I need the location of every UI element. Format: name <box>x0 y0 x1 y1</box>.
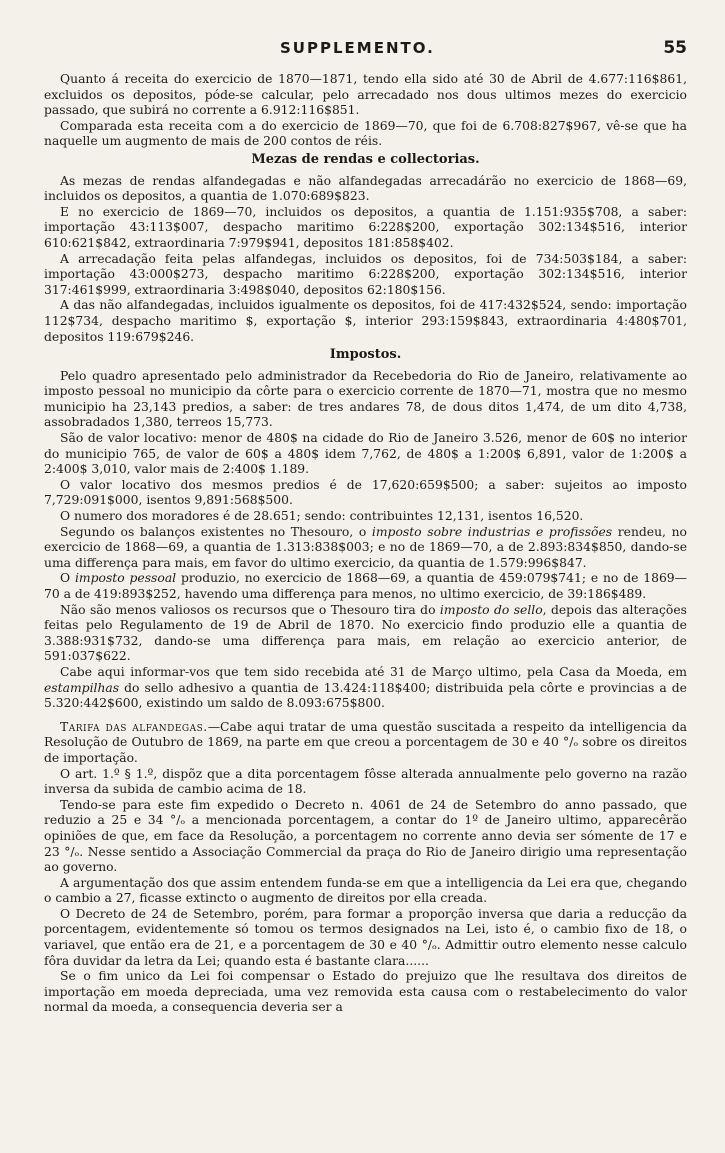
text-run: O <box>60 571 75 586</box>
paragraph-art-1: O art. 1.º § 1.º, dispõz que a dita porcentagem fôsse alterada annualmente pelo governo na razão inversa da subida de cambio acima de 18. <box>44 766 687 797</box>
paragraph-imposto-pessoal-quadro: Pelo quadro apresentado pelo administrador da Recebedoria do Rio de Janeiro, relativamente ao imposto pessoal no municipio da côrte para o exercicio corrente de 1870—71, mostra que no mesmo municipio ha 23,143 predios, a saber: de tres andares 78, de dous ditos 1,474, de um dito 4,738, assobradados 1,380, terreos 15,773. <box>44 368 687 430</box>
page-header <box>44 38 687 58</box>
text-run: rendeu, no exercicio de 1868—69, a quantia de 1.313:838$003; e no de 1869—70, a de 2.893:834$850, dando-se uma differença para mais, em favor do ultimo exercicio, da quantia de 1.579:996$847. <box>44 524 687 570</box>
text-run: produzio, no exercicio de 1868—69, a quantia de 459:079$741; e no de 1869—70 a de 419:893$252, havendo uma differença para menos, no ultimo exercicio, de 39:186$489. <box>44 571 688 601</box>
section-heading-impostos: Impostos. <box>329 347 402 363</box>
italic-term: estampilhas <box>44 680 120 695</box>
text-run: —Cabe aqui tratar de uma questão suscitada a respeito da intelligencia da Resolução de Outubro de 1869, na parte em que creou a porcentagem de 30 e 40 °/ₒ sobre os direitos de importação. <box>44 719 687 765</box>
paragraph-mezas-1: As mezas de rendas alfandegadas e não alfandegadas arrecadárão no exercicio de 1868—69, incluidos os depositos, a quantia de 1.070:689$823. <box>44 173 687 204</box>
paragraph-comparada: Comparada esta receita com a do exercicio de 1869—70, que foi de 6.708:827$967, vê-se que ha naquelle um augmento de mais de 200 contos de réis. <box>44 118 687 149</box>
italic-term: imposto sobre industrias e profissões <box>371 524 613 539</box>
text-run: , depois das alterações feitas pelo Regulamento de 19 de Abril de 1870. No exercicio findo produzio elle a quantia de 3.388:931$732, dando-se uma differença para mais, em relação ao exercicio anterior, de 591:037$622. <box>44 602 687 664</box>
section-heading-mezas: Mezas de rendas e collectorias. <box>251 151 480 167</box>
paragraph-industrias <box>44 525 687 572</box>
paragraph-mezas-2: E no exercicio de 1869—70, incluidos os depositos, a quantia de 1.151:935$708, a saber: importação 43:113$007, despacho maritimo 6:228$200, exportação 302:134$516, interior 610:621$842, extraordinaria 7:979$941, depositos 181:858$402. <box>44 204 687 250</box>
paragraph-imposto-pessoal <box>44 571 687 602</box>
page-number: 55 <box>663 38 687 58</box>
paragraph-moradores: O numero dos moradores é de 28.651; sendo: contribuintes 12,131, isentos 16,520. <box>60 509 584 524</box>
paragraph-mezas-3: A arrecadação feita pelas alfandegas, incluidos os depositos, foi de 734:503$184, a saber: importação 43:000$273, despacho maritimo 6:228$200, exportação 302:134$516, interior 317:461$999, extraordinaria 3:498$040, depositos 62:180$156. <box>44 251 687 297</box>
paragraph-sello <box>44 603 687 665</box>
text-run: do sello adhesivo a quantia de 13.424:118$400; distribuida pela côrte e provincias a de 5.320:442$600, existindo um saldo de 8.093:675$800. <box>44 680 687 711</box>
paragraph-casa-da-moeda <box>44 665 687 712</box>
paragraph-locativo-total: O valor locativo dos mesmos predios é de 17,620:659$500; a saber: sujeitos ao imposto 7,729:091$000, isentos 9,891:568$500. <box>44 477 687 508</box>
italic-term: imposto pessoal <box>74 571 177 586</box>
paragraph-valor-locativo: São de valor locativo: menor de 480$ na cidade do Rio de Janeiro 3.526, menor de 60$ no interior do municipio 765, de valor de 60$ a 480$ idem 7,762, de 480$ a 1:200$ 6,891, valor de 1:200$ a 2:400$ 3,010, valor mais de 2:400$ 1.189. <box>44 431 687 477</box>
paragraph-decreto-4061: Tendo-se para este fim expedido o Decreto n. 4061 de 24 de Setembro do anno passado, que reduzio a 25 e 34 °/ₒ a mencionada porcentagem, a contar do 1º de Janeiro ultimo, apparecêrão opiniões de que, em face da Resolução, a porcentagem no corrente anno devia ser sómente de 17 e 23 °/ₒ. Nesse sentido a Associação Commercial da praça do Rio de Janeiro dirigio uma representação ao governo. <box>44 797 687 875</box>
paragraph-argumentacao: A argumentação dos que assim entendem funda-se em que a intelligencia da Lei era que, chegando o cambio a 27, ficasse extincto o augmento de direitos por ella creada. <box>44 875 687 906</box>
text-run: Não são menos valiosos os recursos que o Thesouro tira do <box>60 602 440 617</box>
paragraph-receita: Quanto á receita do exercicio de 1870—1871, tendo ella sido até 30 de Abril de 4.677:116$861, excluidos os depositos, póde-se calcular, pelo arrecadado nos dous ultimos mezes do exercicio passado, que subirá no corrente a 6.912:116$851. <box>44 72 687 118</box>
run-in-heading: Tarifa das alfandegas. <box>60 719 208 734</box>
running-head: SUPPLEMENTO. <box>280 39 435 57</box>
paragraph-mezas-4: A das não alfandegadas, incluidos igualmente os depositos, foi de 417:432$524, sendo: importação 112$734, despacho maritimo $, exportação $, interior 293:159$843, extraordinaria 4:480$701, depositos 119:679$246. <box>44 298 687 344</box>
paragraph-tarifa <box>44 720 687 767</box>
body-text <box>44 72 687 1016</box>
text-run: Cabe aqui informar-vos que tem sido recebida até 31 de Março ultimo, pela Casa da Moeda, em <box>60 664 687 679</box>
text-run: Segundo os balanços existentes no Thesouro, o <box>60 524 372 539</box>
paragraph-decreto-setembro: O Decreto de 24 de Setembro, porém, para formar a proporção inversa que daria a reducção da porcentagem, evidentemente só tomou os termos designados na Lei, isto é, o cambio fixo de 18, o variavel, que então era de 21, e a porcentagem de 30 e 40 °/ₒ. Admittir outro elemento nesse calculo fôra duvidar da letra da Lei; quando esta é bastante clara...... <box>44 906 687 968</box>
italic-term: imposto do sello <box>439 602 543 617</box>
paragraph-fim-da-lei: Se o fim unico da Lei foi compensar o Estado do prejuizo que lhe resultava dos direitos de importação em moeda depreciada, uma vez removida esta causa com o restabelecimento do valor normal da moeda, a consequencia deveria ser a <box>44 969 687 1015</box>
